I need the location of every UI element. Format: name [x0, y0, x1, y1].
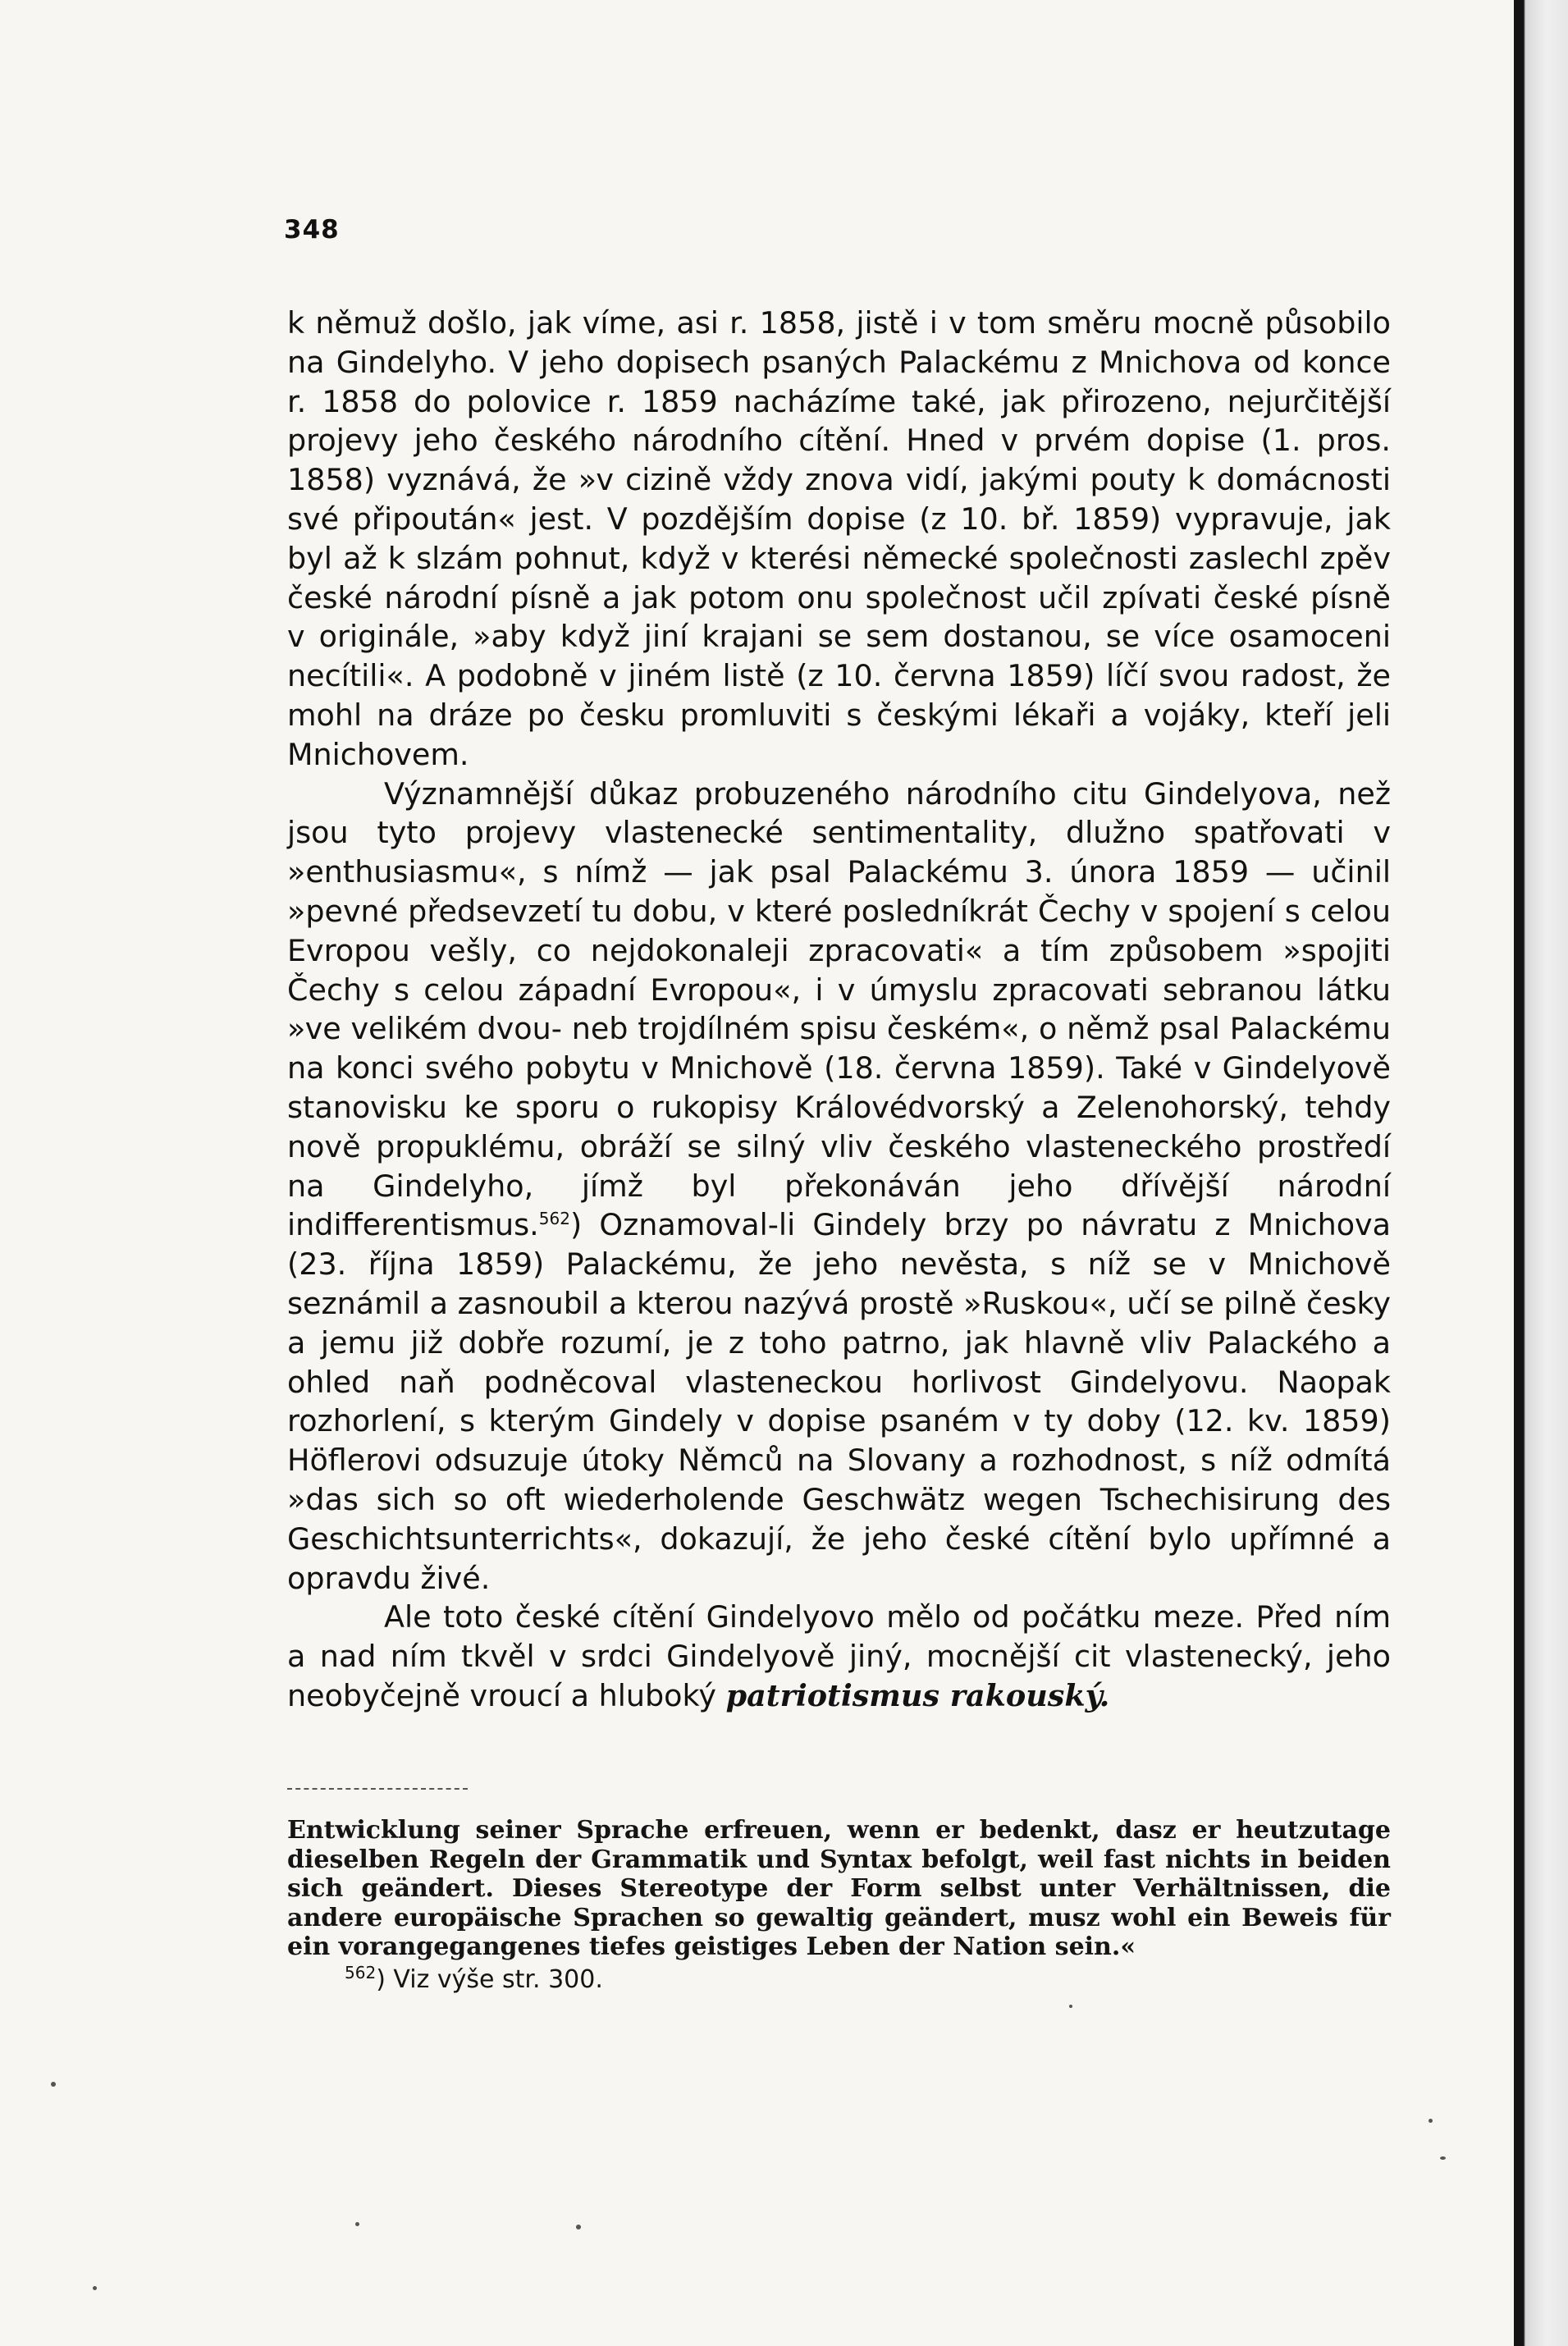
footnote-562-text: ) Viz výše str. 300.: [376, 1964, 603, 1994]
paragraph-2-continued: Oznamoval-li Gindely brzy po návratu z Mnichova (23. října 1859) Palackému, že jeho nevěsta, s níž se v Mnichově seznámil a zasnoubil a kterou nazývá prostě »Ruskou«, učí se pilně česky a jemu již dobře rozumí, je z toho patrno, jak hlavně vliv Palackého a ohled naň podněcoval vlasteneckou horlivost Gindelyovu. Naopak rozhorlení, s kterým Gindely v dopise psaném v ty doby (12. kv. 1859) Höflerovi odsuzuje útoky Němců na Slovany a rozhodnost, s níž odmítá »das sich so oft wiederholende Geschwätz wegen Tschechisirung des Geschichtsunterrichts«, dokazují, že jeho české cítění bylo upřímné a opravdu živé.: [287, 1207, 1391, 1596]
footnote-marker[interactable]: 562: [538, 1209, 570, 1229]
scan-speck: [1440, 2156, 1446, 2160]
main-text: [287, 304, 1391, 1716]
scan-speck: [1069, 2005, 1072, 2008]
footnotes: [287, 1816, 1391, 1994]
adjacent-page-edge: [1514, 0, 1568, 2346]
scan-speck: [355, 2222, 359, 2226]
paragraph-1: k němuž došlo, jak víme, asi r. 1858, jistě i v tom směru mocně působilo na Gindelyho. V jeho dopisech psaných Palackému z Mnichova od konce r. 1858 do polovice r. 1859 nacházíme také, jak přirozeno, nejurčitější projevy jeho českého národního cítění. Hned v prvém dopise (1. pros. 1858) vyznává, že »v cizině vždy znova vidí, jakými pouty k domácnosti své připoután« jest. V pozdějším dopise (z 10. bř. 1859) vypravuje, jak byl až k slzám pohnut, když v kterési německé společnosti zaslechl zpěv české národní písně a jak potom onu společnost učil zpívati české písně v originále, »aby když jiní krajani se sem dostanou, se více osamoceni necítili«. A podobně v jiném listě (z 10. června 1859) líčí svou radost, že mohl na dráze po česku promluviti s českými lékaři a vojáky, kteří jeli Mnichovem.: [287, 305, 1391, 772]
footnote-continued: Entwicklung seiner Sprache erfreuen, wenn er bedenkt, dasz er heutzutage dieselben Regeln der Grammatik und Syntax befolgt, weil fast nichts in beiden sich geändert. Dieses Stereotype der Form selbst unter Verhältnissen, die andere europäische Sprachen so gewaltig geändert, musz wohl ein Beweis für ein vorangegangenes tiefes geistiges Leben der Nation sein.«: [287, 1816, 1391, 1961]
paragraph-2: Významnější důkaz probuzeného národního citu Gindelyova, než jsou tyto projevy vlastenecké sentimentality, dlužno spatřovati v »enthusiasmu«, s nímž — jak psal Palackému 3. února 1859 — učinil »pevné předsevzetí tu dobu, v které posledníkrát Čechy v spojení s celou Evropou vešly, co nejdokonaleji zpracovati« a tím způsobem »spojiti Čechy s celou západní Evropou«, i v úmyslu zpracovati sebranou látku »ve velikém dvou- neb trojdílném spisu českém«, o němž psal Palackému na konci svého pobytu v Mnichově (18. června 1859). Také v Gindelyově stanovisku ke sporu o rukopisy Královédvorský a Zelenohorský, tehdy nově propuklému, obráží se silný vliv českého vlasteneckého prostředí na Gindelyho, jímž byl překonáván jeho dřívější národní indifferentismus.$^{562}$) Oznamoval-li Gindely brzy po návratu z Mnichova (23. října 1859) Palackému, že jeho nevěsta, s níž se v Mnichově seznámil a zasnoubil a kterou nazývá prostě »Ruskou«, učí se pilně česky a jemu již dobře rozumí, je z toho patrno, jak hlavně vliv Palackého a ohled naň podněcoval vlasteneckou horlivost Gindelyovu. Naopak rozhorlení, s kterým Gindely v dopise psaném v ty doby (12. kv. 1859) Höflerovi odsuzuje útoky Němců na Slovany a rozhodnost, s níž odmítá »das sich so oft wiederholende Geschwätz wegen Tschechisirung des Geschichtsunterrichts«, dokazují, že jeho české cítění bylo upřímné a opravdu živé.: [287, 775, 1391, 1596]
scan-speck: [1429, 2119, 1433, 2123]
emphasis-phrase: patriotismus rakouský.: [725, 1677, 1110, 1713]
page-number: 348: [284, 215, 340, 245]
footnote-divider: [287, 1788, 468, 1790]
paragraph-2-text: Významnější důkaz probuzeného národního citu Gindelyova, než jsou tyto projevy vlastenecké sentimentality, dlužno spatřovati v »enthusiasmu«, s nímž — jak psal Palackému 3. února 1859 — učinil »pevné předsevzetí tu dobu, v které posledníkrát Čechy v spojení s celou Evropou vešly, co nejdokonaleji zpracovati« a tím způsobem »spojiti Čechy s celou západní Evropou«, i v úmyslu zpracovati sebranou látku »ve velikém dvou- neb trojdílném spisu českém«, o němž psal Palackému na konci svého pobytu v Mnichově (18. června 1859). Také v Gindelyově stanovisku ke sporu o rukopisy Královédvorský a Zelenohorský, tehdy nově propuklému, obráží se silný vliv českého vlasteneckého prostředí na Gindelyho, jímž byl překonáván jeho dřívější národní indifferentismus.: [287, 775, 1391, 1243]
footnote-562: [287, 1962, 1391, 1995]
scan-speck: [93, 2286, 97, 2290]
paragraph-3: [287, 1598, 1391, 1715]
scan-speck: [51, 2082, 56, 2087]
footnote-number: 562: [345, 1962, 377, 1982]
paragraph-3-text: Ale toto české cítění Gindelyovo mělo od počátku meze. Před ním a nad ním tkvěl v srdci Gindelyově jiný, mocnější cit vlastenecký, jeho neobyčejně vroucí a hluboký: [287, 1599, 1391, 1713]
scan-speck: [576, 2225, 581, 2229]
